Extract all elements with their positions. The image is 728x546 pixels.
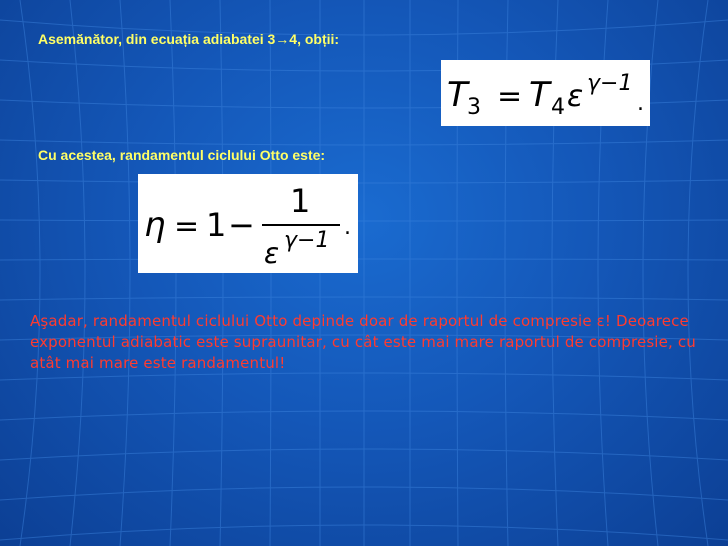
formula-equals-sign: =	[174, 209, 200, 244]
formula-one: 1	[206, 206, 227, 244]
formula-t3-index: 3	[467, 95, 481, 120]
formula-t4-index: 4	[551, 95, 565, 120]
formula-otto-efficiency	[138, 174, 358, 273]
formula-eta: η	[144, 205, 166, 245]
formula-end-mark: .	[637, 91, 644, 116]
formula-t3-symbol: T	[447, 75, 468, 115]
formula-minus-sign: −	[228, 206, 255, 244]
formula-denominator-epsilon: ε	[264, 237, 280, 270]
formula-numerator: 1	[290, 182, 311, 220]
formula-t4-symbol: T	[529, 75, 550, 115]
heading-otto-efficiency: Cu acestea, randamentul ciclului Otto este:	[38, 147, 326, 163]
formula-end-mark: .	[344, 215, 351, 240]
formula-equals-sign: =	[497, 79, 523, 114]
heading-adiabat-equation: Asemănător, din ecuația adiabatei 3→4, obții:	[38, 31, 340, 47]
conclusion-text: Aşadar, randamentul ciclului Otto depinde doar de raportul de compresie ε! Deoarece exponentul adiabatic este supraunitar, cu cât este mai mare raportul de compresie, cu atât mai mare este randamentul!	[30, 312, 696, 372]
formula-temperature-relation	[441, 60, 650, 126]
formula-exponent: γ−1	[587, 71, 633, 96]
formula-epsilon: ε	[567, 79, 584, 114]
formula-denominator-exponent: γ−1	[284, 228, 330, 253]
